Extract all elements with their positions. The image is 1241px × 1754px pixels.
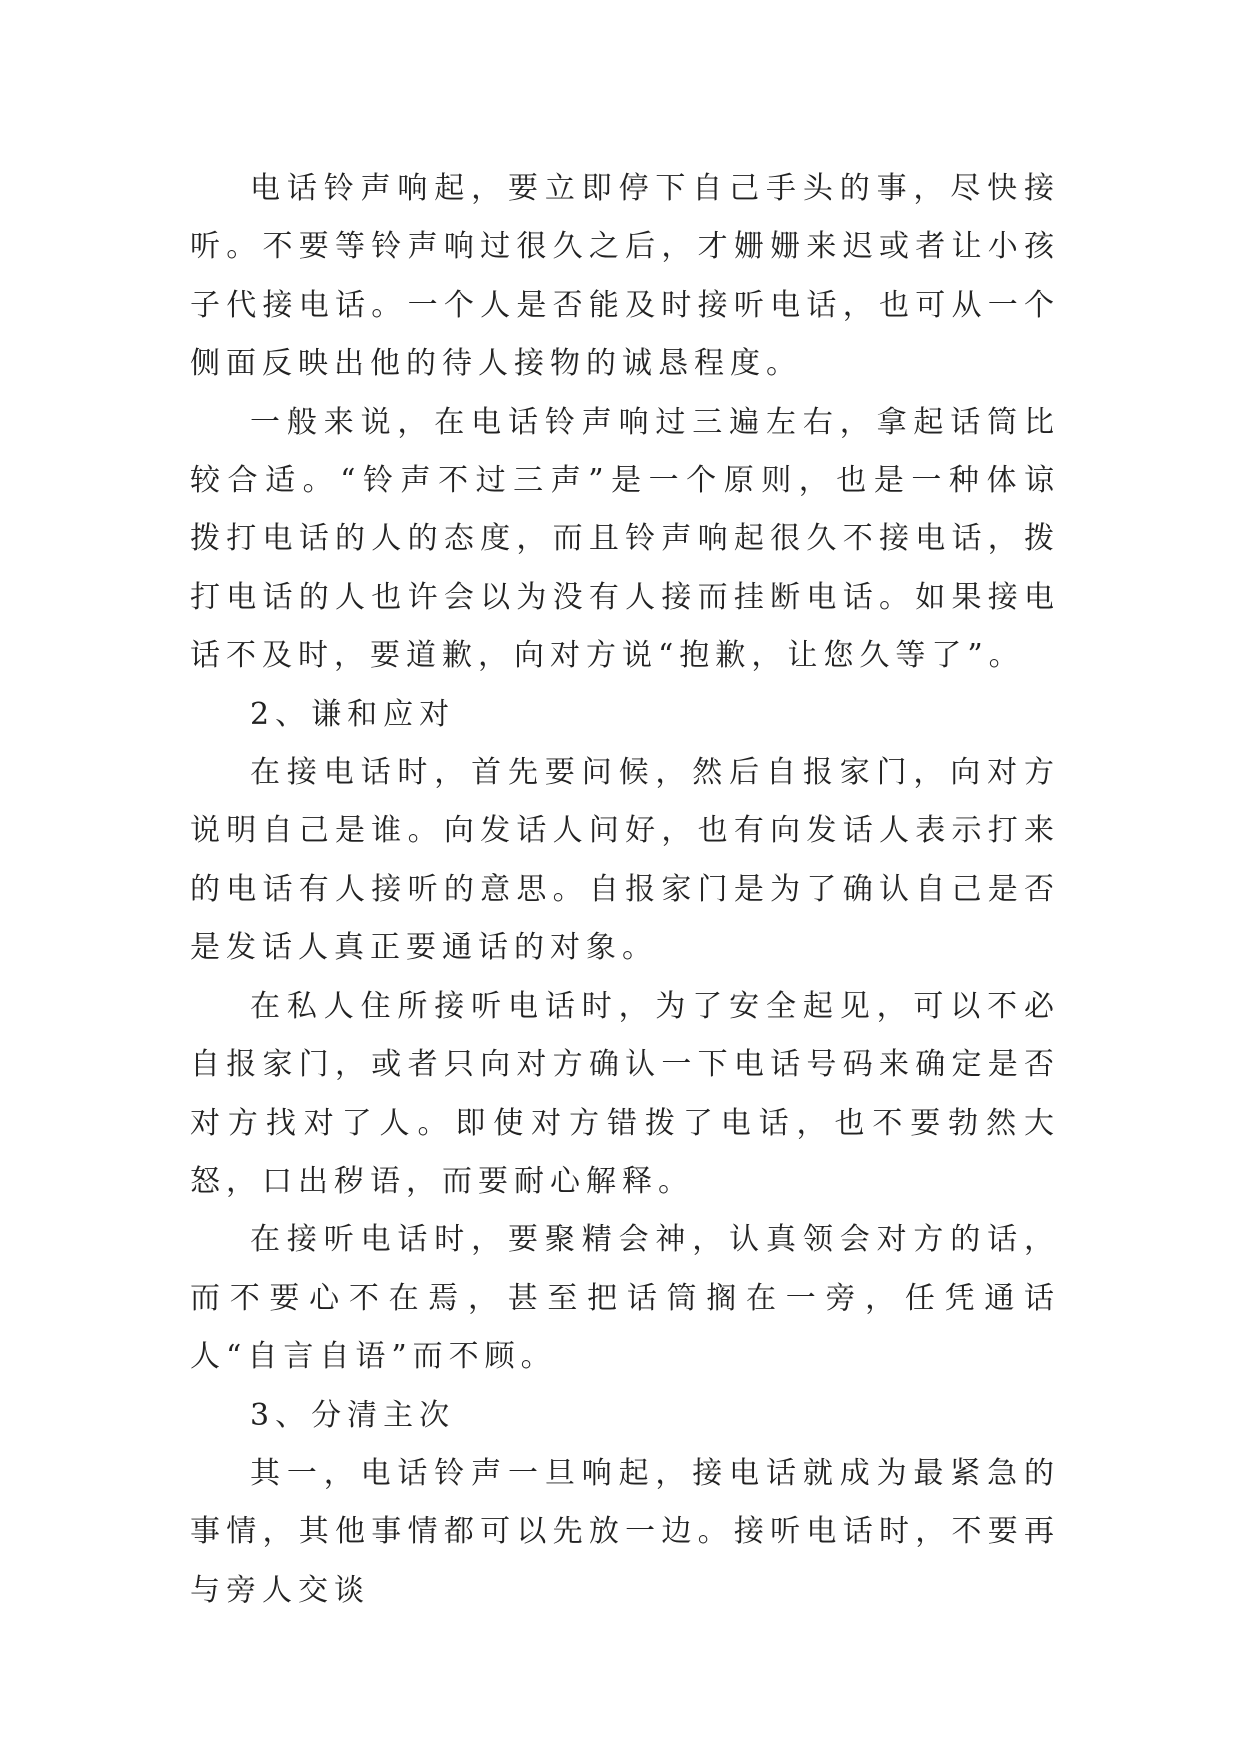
section-heading-priorities: 3、分清主次 (250, 1397, 456, 1433)
paragraph-private-residence: 在私人住所接听电话时，为了安全起见，可以不必自报家门，或者只向对方确认一下电话号码来确定是否对方找对了人。即使对方错拨了电话，也不要勃然大怒，口出秽语，而要耐心解释。 (190, 988, 1060, 1199)
paragraph-three-rings: 一般来说，在电话铃声响过三遍左右，拿起话筒比较合适。“铃声不过三声”是一个原则，也是一种体谅拨打电话的人的态度，而且铃声响起很久不接电话，拨打电话的人也许会以为没有人接而挂断电话。如果接电话不及时，要道歉，向对方说“抱歉，让您久等了”。 (190, 404, 1060, 674)
document-body (190, 160, 1060, 1620)
section-heading-modest-response: 2、谦和应对 (250, 696, 456, 732)
paragraph-attention: 在接听电话时，要聚精会神，认真领会对方的话，而不要心不在焉，甚至把话筒搁在一旁，任凭通话人“自言自语”而不顾。 (190, 1222, 1060, 1375)
paragraph-greeting: 在接电话时，首先要问候，然后自报家门，向对方说明自己是谁。向发话人问好，也有向发话人表示打来的电话有人接听的意思。自报家门是为了确认自己是否是发话人真正要通话的对象。 (190, 755, 1060, 966)
paragraph-first-priority: 其一，电话铃声一旦响起，接电话就成为最紧急的事情，其他事情都可以先放一边。接听电话时，不要再与旁人交谈 (190, 1455, 1060, 1608)
paragraph-answer-promptly: 电话铃声响起，要立即停下自己手头的事，尽快接听。不要等铃声响过很久之后，才姗姗来迟或者让小孩子代接电话。一个人是否能及时接听电话，也可从一个侧面反映出他的待人接物的诚恳程度。 (190, 171, 1060, 382)
